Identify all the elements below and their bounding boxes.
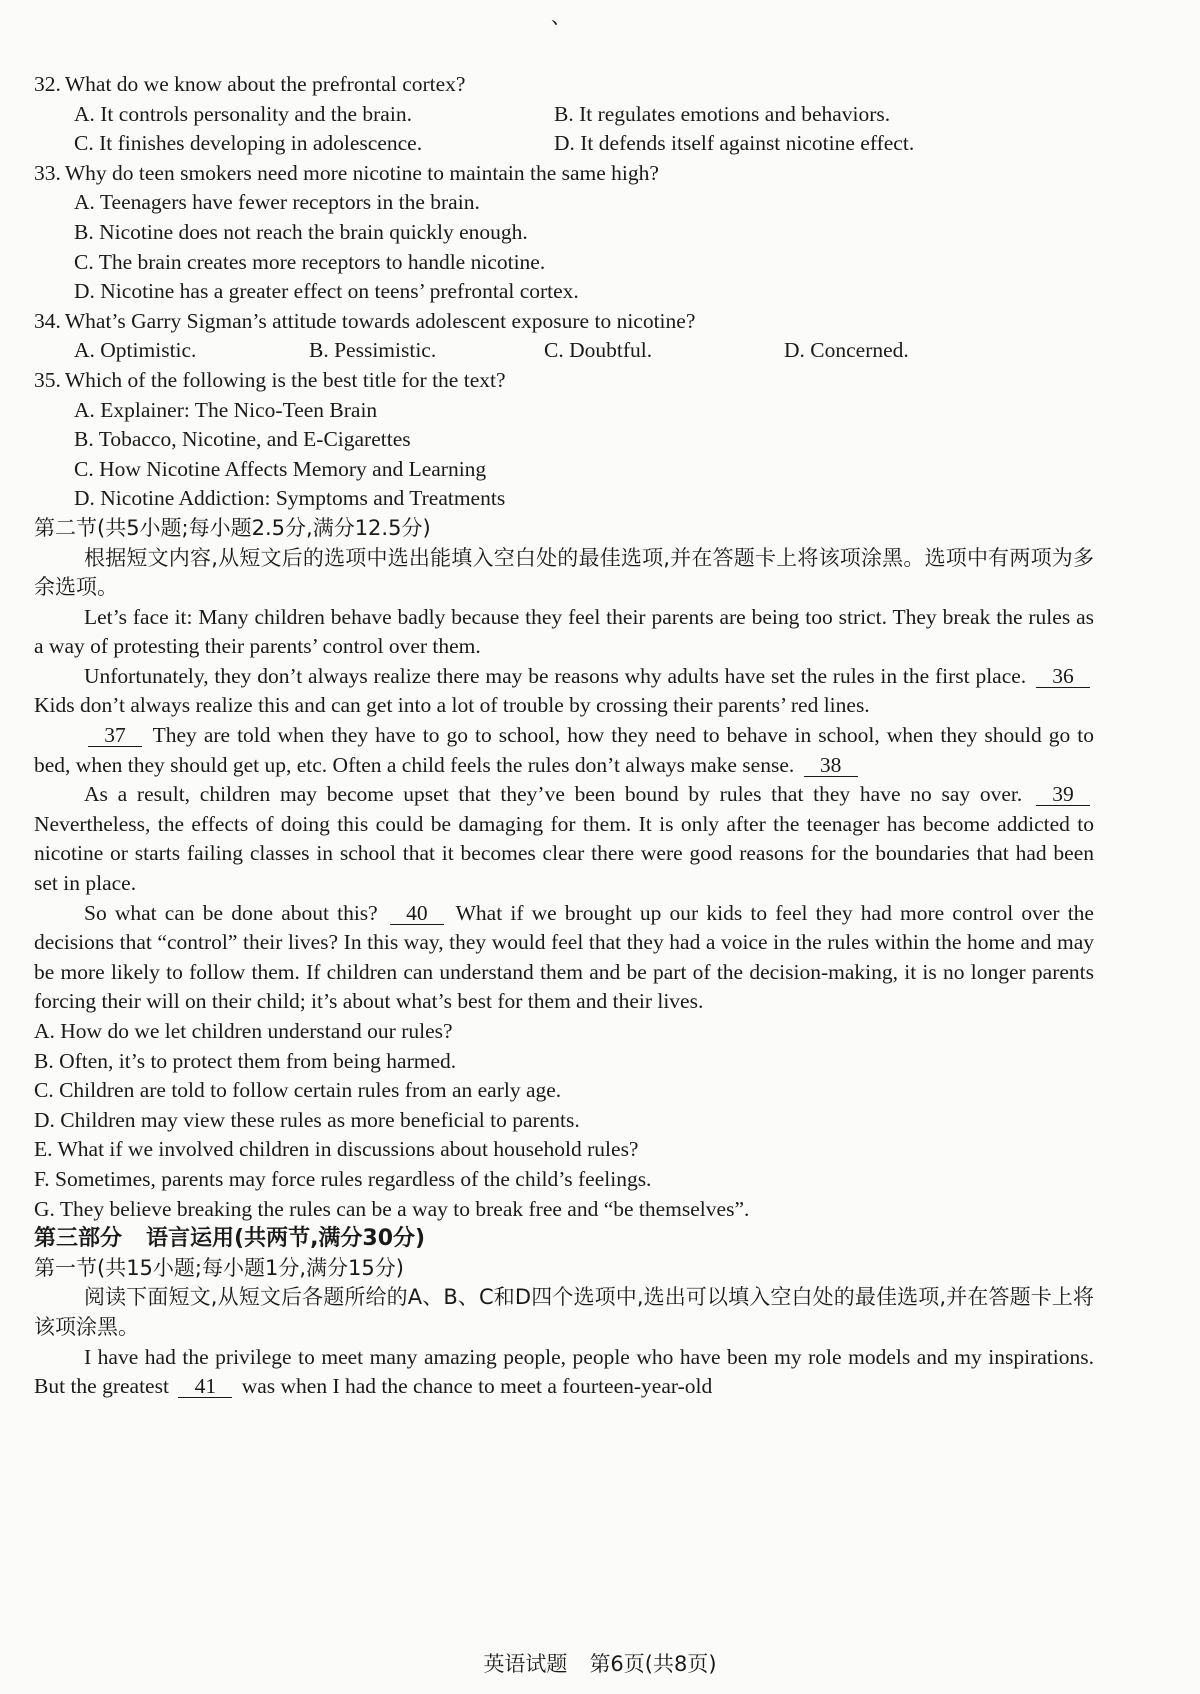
option-c: C. It finishes developing in adolescence.: [74, 131, 423, 156]
question-number: 33.: [34, 160, 61, 185]
question-35: [34, 366, 1094, 514]
answer-choices: [34, 1017, 1094, 1224]
question-32: [34, 70, 1094, 159]
blank-37: 37: [88, 724, 142, 747]
option-d: D. It defends itself against nicotine effect.: [554, 131, 915, 156]
passage-paragraph-3: 37 They are told when they have to go to school, how they need to behave in school, when they should go to bed, when they should get up, etc. Often a child feels the rules don’t always make sense. 38: [34, 723, 1094, 777]
option-c: C. How Nicotine Affects Memory and Learning: [74, 456, 487, 481]
question-number: 35.: [34, 367, 61, 392]
part-3-heading: [34, 1224, 1094, 1254]
cloze-paragraph-1: I have had the privilege to meet many amazing people, people who have been my role models and my inspirations. But the greatest 41 was when I had the chance to meet a fourteen-year-old: [34, 1344, 1094, 1399]
question-number: 34.: [34, 308, 61, 333]
option-d: D. Nicotine Addiction: Symptoms and Treatments: [74, 486, 506, 511]
footer-subject: 英语试题: [483, 1652, 568, 1676]
choice-c: C. Children are told to follow certain rules from an early age.: [34, 1078, 562, 1103]
option-a: A. Teenagers have fewer receptors in the brain.: [74, 190, 480, 215]
blank-38: 38: [804, 754, 858, 777]
choice-a: A. How do we let children understand our rules?: [34, 1019, 453, 1043]
section-2-heading: 第二节(共5小题;每小题2.5分,满分12.5分): [34, 515, 431, 540]
passage-paragraph-4: As a result, children may become upset that they’ve been bound by rules that they have no say over. 39 Nevertheless, the effects of doing this could be damaging for them. It is only after the teenager has become addicted to nicotine or starts failing classes in school that it becomes clear there were good reasons for the boundaries that had been set in place.: [34, 782, 1094, 896]
page-content: [34, 70, 1094, 1402]
question-number: 32.: [34, 72, 61, 96]
option-b: B. Tobacco, Nicotine, and E-Cigarettes: [74, 427, 411, 452]
question-34: [34, 307, 1094, 366]
question-stem: Which of the following is the best title for the text?: [64, 367, 506, 392]
top-mark: 、: [551, 6, 571, 28]
option-b: B. It regulates emotions and behaviors.: [554, 101, 891, 126]
choice-b: B. Often, it’s to protect them from being harmed.: [34, 1048, 457, 1073]
option-c: C. The brain creates more receptors to handle nicotine.: [74, 249, 546, 274]
passage-paragraph-2: Unfortunately, they don’t always realize there may be reasons why adults have set the rules in the first place. 36 Kids don’t always realize this and can get into a lot of trouble by crossing their parents’ red lines.: [34, 662, 1094, 721]
section-2-instruction: 根据短文内容,从短文后的选项中选出能填入空白处的最佳选项,并在答题卡上将该项涂黑。选项中有两项为多余选项。: [34, 545, 1094, 600]
choice-d: D. Children may view these rules as more beneficial to parents.: [34, 1107, 580, 1132]
question-stem: What do we know about the prefrontal cortex?: [64, 72, 466, 96]
page-footer: [0, 1648, 1200, 1678]
passage-paragraph-1: Let’s face it: Many children behave badly because they feel their parents are being too strict. They break the rules as a way of protesting their parents’ control over them.: [34, 604, 1094, 659]
option-d: D. Nicotine has a greater effect on teens’ prefrontal cortex.: [74, 279, 579, 304]
part-3-title: 语言运用(共两节,满分30分): [146, 1226, 426, 1252]
question-33: [34, 159, 1094, 307]
choice-e: E. What if we involved children in discussions about household rules?: [34, 1137, 639, 1162]
option-b: B. Nicotine does not reach the brain quickly enough.: [74, 219, 528, 244]
option-a: A. Explainer: The Nico-Teen Brain: [74, 397, 378, 422]
blank-36: 36: [1036, 665, 1090, 688]
question-stem: What’s Garry Sigman’s attitude towards adolescent exposure to nicotine?: [64, 308, 696, 333]
choice-g: G. They believe breaking the rules can be a way to break free and “be themselves”.: [34, 1196, 750, 1221]
question-stem: Why do teen smokers need more nicotine to maintain the same high?: [64, 160, 659, 185]
option-c: C. Doubtful.: [544, 338, 653, 363]
footer-page-number: 第6页(共8页): [589, 1652, 717, 1676]
option-b: B. Pessimistic.: [309, 338, 437, 363]
part-3-section-1-heading: 第一节(共15小题;每小题1分,满分15分): [34, 1255, 404, 1280]
passage-paragraph-5: So what can be done about this? 40 What if we brought up our kids to feel they had more control over the decisions that “control” their lives? In this way, they would feel that they had a voice in the rules within the home and may be more likely to follow them. If children can understand them and be part of the decision-making, it is no longer parents forcing their will on their child; it’s about what’s best for them and their lives.: [34, 900, 1094, 1014]
part-3-label: 第三部分: [34, 1226, 123, 1252]
option-d: D. Concerned.: [784, 338, 909, 363]
choice-f: F. Sometimes, parents may force rules regardless of the child’s feelings.: [34, 1166, 652, 1191]
part-3-section-1-instruction: 阅读下面短文,从短文后各题所给的A、B、C和D四个选项中,选出可以填入空白处的最佳选项,并在答题卡上将该项涂黑。: [34, 1285, 1094, 1339]
blank-41: 41: [178, 1375, 232, 1398]
blank-39: 39: [1036, 783, 1090, 806]
blank-40: 40: [390, 902, 444, 925]
option-a: A. It controls personality and the brain.: [74, 101, 412, 126]
option-a: A. Optimistic.: [74, 338, 197, 363]
